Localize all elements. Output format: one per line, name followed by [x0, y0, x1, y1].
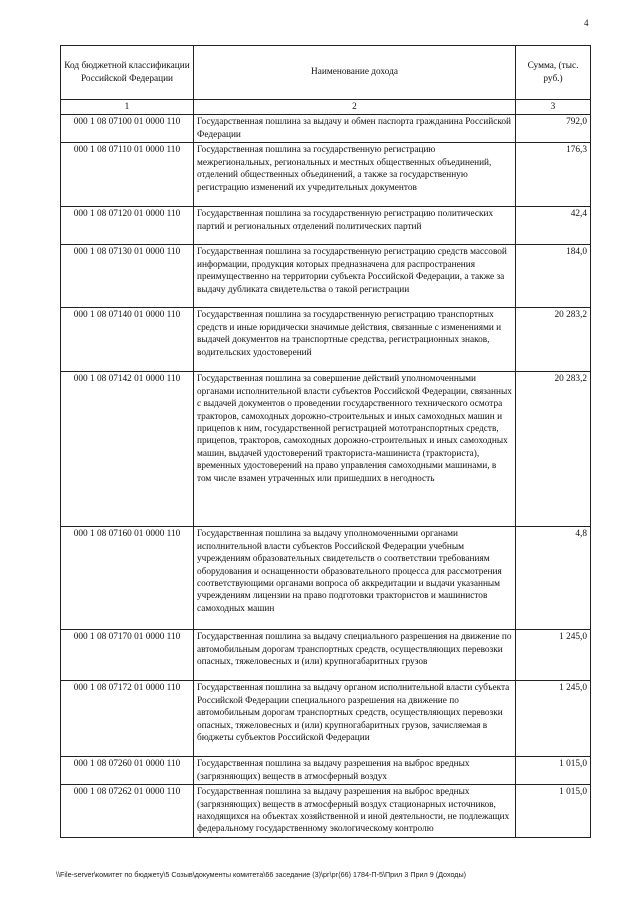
- row-name: Государственная пошлина за выдачу разрешения на выброс вредных (загрязняющих) веществ в атмосферный воздух: [194, 757, 516, 785]
- table-row: [61, 245, 591, 308]
- row-code: 000 1 08 07100 01 0000 110: [61, 115, 194, 143]
- row-name: Государственная пошлина за государственную регистрацию транспортных средств и иные юридически значимые действия, связанные с изменениями и выдачей документов на транспортные средства, регистрационных знаков, водительских удостоверений: [194, 308, 516, 372]
- table-row: [61, 630, 591, 681]
- row-code: 000 1 08 07130 01 0000 110: [61, 245, 194, 308]
- row-name: Государственная пошлина за совершение действий уполномоченными органами исполнительной власти субъектов Российской Федерации, связанных с выдачей документов о проведении государственного технического осмотра тракторов, самоходных дорожно-строительных и иных самоходных машин и прицепов к ним, государственной регистрацией мототранспортных средств, прицепов, тракторов, самоходных дорожно-строительных и иных самоходных машин, выдачей удостоверений тракториста-машиниста (тракториста), временных удостоверений на право управления самоходными машинами, в том числе взамен утраченных или пришедших в негодность: [194, 372, 516, 527]
- column-number-row: [61, 100, 591, 115]
- page-number: 4: [584, 18, 589, 28]
- header-amount: Сумма, (тыс. руб.): [516, 46, 591, 100]
- row-name: Государственная пошлина за выдачу органом исполнительной власти субъекта Российской Федерации специального разрешения на движение по автомобильным дорогам транспортных средств, осуществляющих перевозки опасных, тяжеловесных и (или) крупногабаритных грузов, зачисляемая в бюджеты субъектов Российской Федерации: [194, 681, 516, 757]
- row-code: 000 1 08 07110 01 0000 110: [61, 143, 194, 207]
- row-name: Государственная пошлина за государственную регистрацию средств массовой информации, продукция которых предназначена для распространения преимущественно на территории субъекта Российской Федерации, а также за выдачу дубликата свидетельства о такой регистрации: [194, 245, 516, 308]
- table-header-row: [61, 46, 591, 100]
- row-amount: 184,0: [516, 245, 591, 308]
- row-name: Государственная пошлина за выдачу разрешения на выброс вредных (загрязняющих) веществ в атмосферный воздух стационарных источников, находящихся на объектах хозяйственной и иной деятельности, не подлежащих федеральному государственному экологическому контролю: [194, 785, 516, 838]
- row-code: 000 1 08 07120 01 0000 110: [61, 207, 194, 245]
- column-number: 1: [61, 100, 194, 115]
- row-amount: 1 245,0: [516, 681, 591, 757]
- row-amount: 792,0: [516, 115, 591, 143]
- file-path-footer: \\File-server\комитет по бюджету\5 Созыв\документы комитета\66 заседание (3)\рг\рг(66) 1784-П-5\Прил 3 Прил 9 (Доходы): [56, 870, 467, 879]
- row-amount: 176,3: [516, 143, 591, 207]
- row-name: Государственная пошлина за государственную регистрацию политических партий и региональных отделений политических партий: [194, 207, 516, 245]
- row-code: 000 1 08 07172 01 0000 110: [61, 681, 194, 757]
- table-row: [61, 372, 591, 527]
- row-amount: 1 245,0: [516, 630, 591, 681]
- row-code: 000 1 08 07160 01 0000 110: [61, 527, 194, 630]
- row-name: Государственная пошлина за выдачу и обмен паспорта гражданина Российской Федерации: [194, 115, 516, 143]
- row-amount: 1 015,0: [516, 785, 591, 838]
- table-row: [61, 785, 591, 838]
- table-row: [61, 308, 591, 372]
- row-code: 000 1 08 07262 01 0000 110: [61, 785, 194, 838]
- row-amount: 42,4: [516, 207, 591, 245]
- table-row: [61, 527, 591, 630]
- row-name: Государственная пошлина за выдачу уполномоченными органами исполнительной власти субъектов Российской Федерации учебным учреждениям образовательных свидетельств о соответствии требованиям оборудования и оснащенности образовательного процесса для рассмотрения соответствующими органами вопроса об аккредитации и выдачи указанным учреждениям лицензии на право подготовки трактористов и машинистов самоходных машин: [194, 527, 516, 630]
- revenue-table: [60, 45, 591, 838]
- table-row: [61, 757, 591, 785]
- column-number: 2: [194, 100, 516, 115]
- table-row: [61, 143, 591, 207]
- header-code: Код бюджетной классификации Российской Федерации: [61, 46, 194, 100]
- header-name: Наименование дохода: [194, 46, 516, 100]
- row-code: 000 1 08 07260 01 0000 110: [61, 757, 194, 785]
- row-name: Государственная пошлина за выдачу специального разрешения на движение по автомобильным дорогам транспортных средств, осуществляющих перевозки опасных, тяжеловесных и (или) крупногабаритных грузов: [194, 630, 516, 681]
- table-row: [61, 681, 591, 757]
- table-row: [61, 207, 591, 245]
- column-number: 3: [516, 100, 591, 115]
- row-amount: 20 283,2: [516, 308, 591, 372]
- row-code: 000 1 08 07142 01 0000 110: [61, 372, 194, 527]
- row-name: Государственная пошлина за государственную регистрацию межрегиональных, региональных и местных общественных объединений, отделений общественных объединений, а также за государственную регистрацию изменений их учредительных документов: [194, 143, 516, 207]
- row-amount: 1 015,0: [516, 757, 591, 785]
- row-code: 000 1 08 07170 01 0000 110: [61, 630, 194, 681]
- row-amount: 4,8: [516, 527, 591, 630]
- table-row: [61, 115, 591, 143]
- row-amount: 20 283,2: [516, 372, 591, 527]
- row-code: 000 1 08 07140 01 0000 110: [61, 308, 194, 372]
